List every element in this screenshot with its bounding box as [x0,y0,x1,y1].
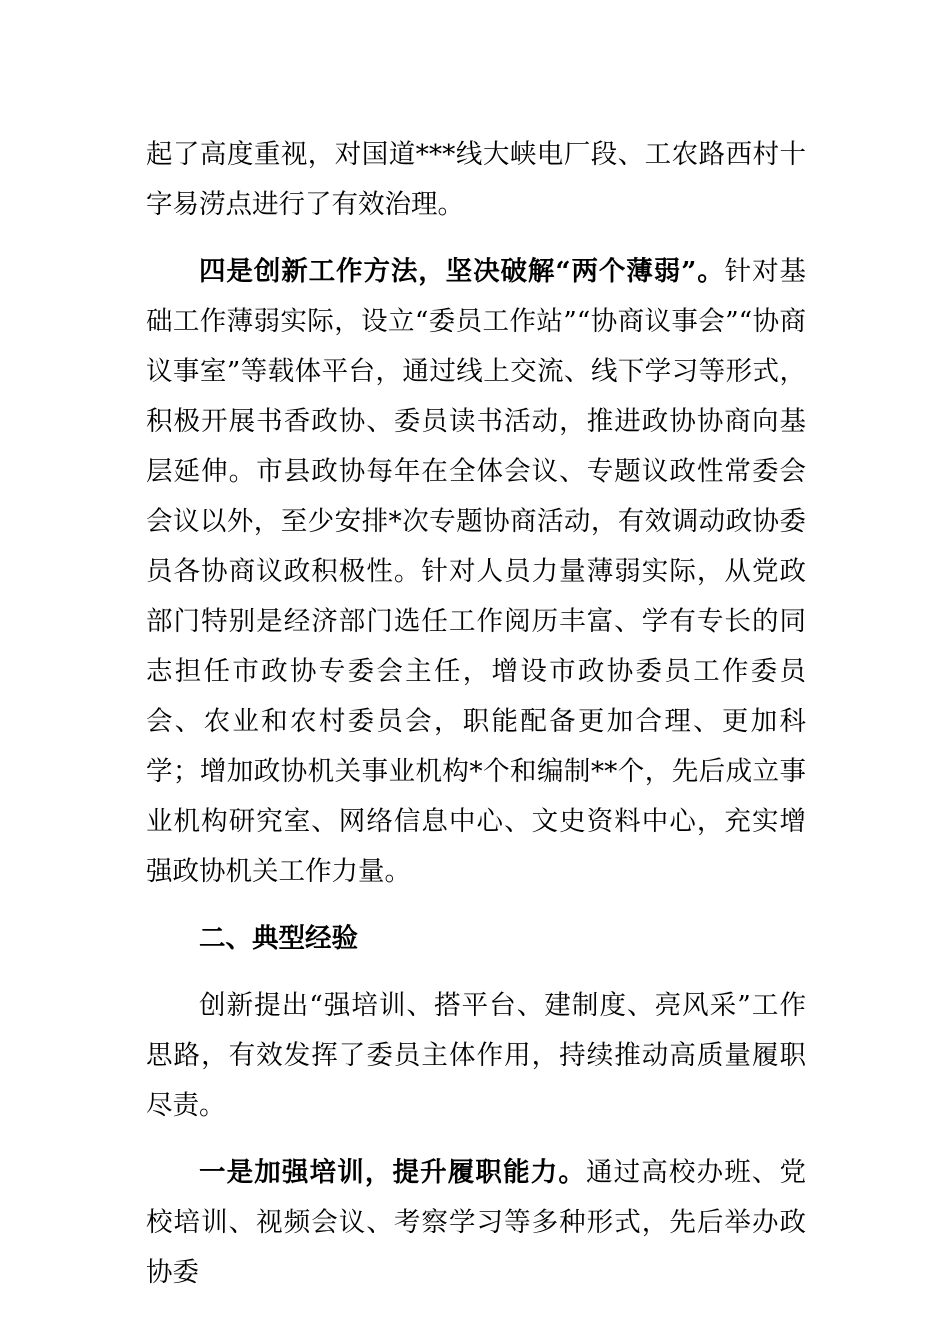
paragraph-body: 针对基础工作薄弱实际，设立“委员工作站”“协商议事会”“协商议事室”等载体平台，通过线上交流、线下学习等形式，积极开展书香政协、委员读书活动，推进政协协商向基层延伸。市县政协每年在全体会议、专题议政性常委会会议以外，至少安排*次专题协商活动，有效调动政协委员各协商议政积极性。针对人员力量薄弱实际，从党政部门特别是经济部门选任工作阅历丰富、学有专长的同志担任市政协专委会主任，增设市政协委员工作委员会、农业和农村委员会，职能配备更加合理、更加科学；增加政协机关事业机构*个和编制**个，先后成立事业机构研究室、网络信息中心、文史资料中心，充实增强政协机关工作力量。 [146,256,806,887]
paragraph-point-one [146,1148,806,1298]
paragraph-intro: 创新提出“强培训、搭平台、建制度、亮风采”工作思路，有效发挥了委员主体作用，持续推动高质量履职尽责。 [146,990,806,1121]
paragraph-continuation: 起了高度重视，对国道***线大峡电厂段、工农路西村十字易涝点进行了有效治理。 [146,139,806,220]
paragraph-body: 通过高校办班、党校培训、视频会议、考察学习等多种形式，先后举办政协委 [146,1157,806,1288]
paragraph-point-four [146,247,806,897]
section-heading: 二、典型经验 [199,923,358,954]
paragraph-lead: 四是创新工作方法，坚决破解“两个薄弱”。 [199,256,725,287]
paragraph-lead: 一是加强培训，提升履职能力。 [199,1157,586,1188]
document-page [146,130,806,1298]
